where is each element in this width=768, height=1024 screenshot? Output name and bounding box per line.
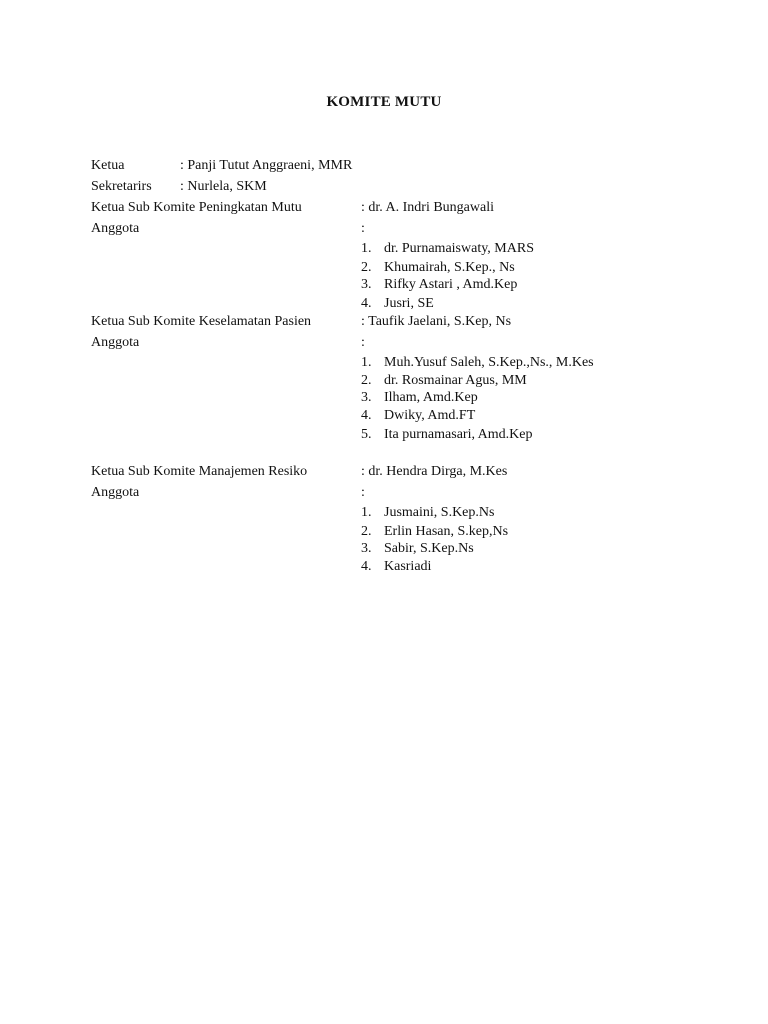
list-item-number: 2. xyxy=(361,260,372,275)
section-1-anggota-sep: : xyxy=(361,221,365,236)
sekretaris-label: Sekretarirs xyxy=(91,179,152,194)
ketua-value-row xyxy=(180,157,352,175)
sekretaris-sep: : xyxy=(180,179,184,194)
list-item: Rifky Astari , Amd.Kep xyxy=(384,277,518,292)
list-item: Jusri, SE xyxy=(384,296,434,311)
list-item-number: 1. xyxy=(361,355,372,370)
list-item: Kasriadi xyxy=(384,559,432,574)
list-item-number: 2. xyxy=(361,524,372,539)
list-item: Ita purnamasari, Amd.Kep xyxy=(384,427,533,442)
list-item: Dwiky, Amd.FT xyxy=(384,408,476,423)
section-1-anggota-label: Anggota xyxy=(91,221,140,236)
list-item: dr. Rosmainar Agus, MM xyxy=(384,373,527,388)
list-item-number: 5. xyxy=(361,427,372,442)
list-item: Khumairah, S.Kep., Ns xyxy=(384,260,515,275)
list-item: Erlin Hasan, S.kep,Ns xyxy=(384,524,509,539)
section-3-ketua-value: : dr. Hendra Dirga, M.Kes xyxy=(361,464,508,479)
section-2-anggota-sep: : xyxy=(361,335,365,350)
list-item-number: 1. xyxy=(361,505,372,520)
section-1-ketua-label: Ketua Sub Komite Peningkatan Mutu xyxy=(91,200,302,215)
list-item-number: 4. xyxy=(361,408,372,423)
list-item-number: 2. xyxy=(361,373,372,388)
list-item-number: 3. xyxy=(361,541,372,556)
list-item: Muh.Yusuf Saleh, S.Kep.,Ns., M.Kes xyxy=(384,355,594,370)
section-3-ketua-label: Ketua Sub Komite Manajemen Resiko xyxy=(91,464,308,479)
section-2-ketua-value: : Taufik Jaelani, S.Kep, Ns xyxy=(361,314,512,329)
list-item-number: 3. xyxy=(361,390,372,405)
ketua-sep: : xyxy=(180,158,184,173)
list-item-number: 3. xyxy=(361,277,372,292)
list-item: Ilham, Amd.Kep xyxy=(384,390,478,405)
section-2-ketua-label: Ketua Sub Komite Keselamatan Pasien xyxy=(91,314,312,329)
sekretaris-value-row xyxy=(180,178,267,196)
page-title: KOMITE MUTU xyxy=(326,94,442,110)
list-item-number: 4. xyxy=(361,559,372,574)
section-2-anggota-label: Anggota xyxy=(91,335,140,350)
list-item: dr. Purnamaiswaty, MARS xyxy=(384,241,534,256)
section-1-ketua-value: : dr. A. Indri Bungawali xyxy=(361,200,494,215)
section-3-anggota-sep: : xyxy=(361,485,365,500)
list-item: Sabir, S.Kep.Ns xyxy=(384,541,474,556)
list-item-number: 4. xyxy=(361,296,372,311)
list-item-number: 1. xyxy=(361,241,372,256)
sekretaris-value: Nurlela, SKM xyxy=(187,179,267,194)
section-3-anggota-label: Anggota xyxy=(91,485,140,500)
ketua-label: Ketua xyxy=(91,158,125,173)
ketua-value: Panji Tutut Anggraeni, MMR xyxy=(187,158,353,173)
list-item: Jusmaini, S.Kep.Ns xyxy=(384,505,495,520)
